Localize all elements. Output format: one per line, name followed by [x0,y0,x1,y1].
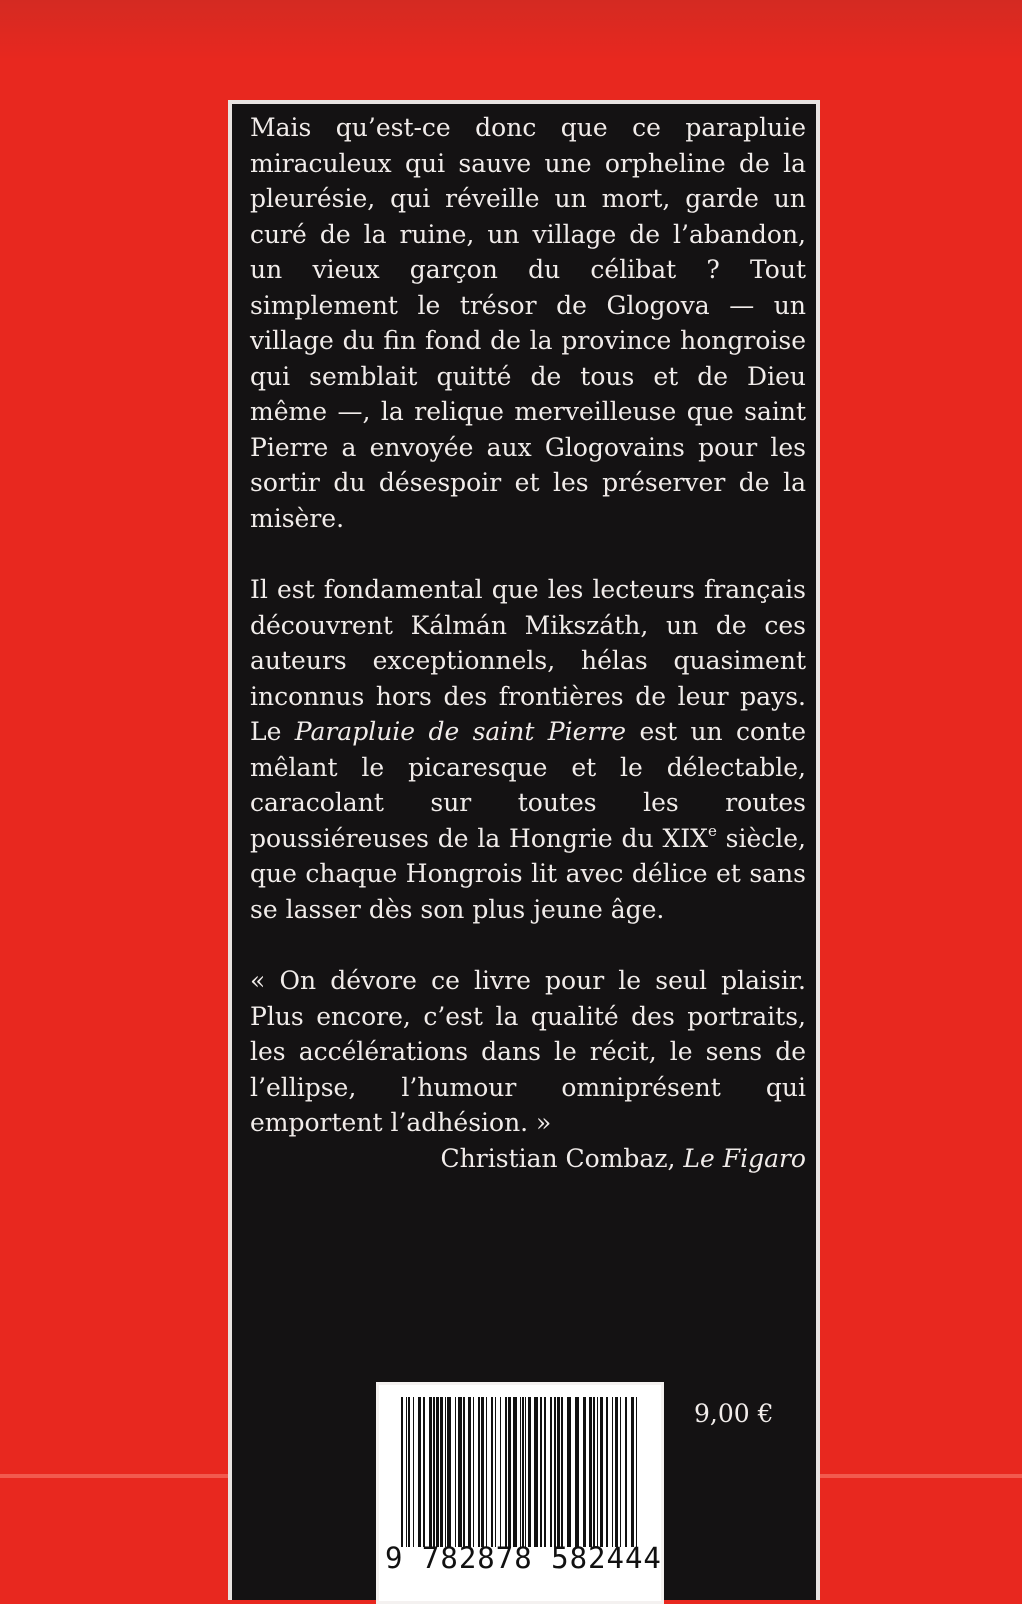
barcode-bar [612,1397,613,1547]
book-title: Parapluie de saint Pierre [294,717,627,746]
barcode-bar [567,1397,571,1547]
blurb-panel [228,100,820,1600]
barcode-bars [401,1397,641,1547]
blurb-paragraph-2-end: siècle, que chaque Hongrois lit avec délice et sans se lasser dès son plus jeune âge. [250,823,806,924]
barcode-bar [495,1397,496,1547]
barcode-bar [522,1397,524,1547]
barcode-bar [481,1397,484,1547]
barcode-bar [557,1397,560,1547]
quote-attribution [250,1141,806,1177]
barcode-bar [575,1397,579,1547]
barcode-bar [486,1397,487,1547]
barcode-bar [455,1397,456,1547]
blurb-text [250,110,806,1176]
barcode-bar [478,1397,480,1547]
barcode-bar [413,1397,414,1547]
attribution-source: Le Figaro [683,1143,806,1173]
press-quote: « On dévore ce livre pour le seul plaisir. Plus encore, c’est la qualité des portraits, les accélérations dans le récit, le sens de l’ellipse, l’humour omniprésent qui emportent l’adhésion. » [250,966,806,1137]
barcode-bar [615,1397,618,1547]
barcode-bar [550,1397,552,1547]
price-label: 9,00 € [694,1399,774,1428]
barcode-bar [540,1397,542,1547]
barcode-bar [561,1397,563,1547]
barcode-bar [406,1397,407,1547]
barcode-bar [401,1397,403,1547]
barcode-bar [631,1397,634,1547]
barcode-bar [593,1397,595,1547]
blurb-paragraph-2 [250,572,806,927]
barcode-bar [500,1397,501,1547]
blurb-paragraph-2-start: Il est fondamental que les lecteurs français découvrent Kálmán Mikszáth, un de ces auteurs exceptionnels, hélas quasiment inconnus hors des frontières de leur pays. Le [250,575,806,746]
barcode-bar [554,1397,556,1547]
barcode-bar [589,1397,592,1547]
barcode-bar [583,1397,586,1547]
barcode-bar [473,1397,474,1547]
barcode-bar [433,1397,435,1547]
barcode-bar [491,1397,493,1547]
barcode-bar [636,1397,637,1547]
barcode-bar [520,1397,521,1547]
barcode-bar [600,1397,603,1547]
barcode-bar [447,1397,451,1547]
barcode-bar [620,1397,621,1547]
barcode [376,1382,664,1604]
barcode-bar [597,1397,598,1547]
cover-shadow [0,0,1022,60]
barcode-bar [534,1397,538,1547]
barcode-bar [440,1397,443,1547]
century-superscript: e [707,821,717,840]
isbn-number: 9 782878 582444 [385,1541,662,1575]
barcode-bar [606,1397,608,1547]
barcode-bar [436,1397,439,1547]
barcode-bar [525,1397,526,1547]
barcode-bar [445,1397,446,1547]
barcode-bar [528,1397,531,1547]
barcode-bar [429,1397,432,1547]
barcode-bar [408,1397,410,1547]
barcode-bar [544,1397,546,1547]
attribution-name: Christian Combaz, [440,1143,684,1173]
barcode-bar [468,1397,471,1547]
barcode-bar [513,1397,517,1547]
barcode-bar [505,1397,507,1547]
barcode-bar [463,1397,465,1547]
blurb-paragraph-2-middle: est un conte mêlant le picaresque et le délectable, caracolant sur toutes les routes poussiéreuses de la Hongrie du XIX [250,717,806,853]
blurb-paragraph-1: Mais qu’est-ce donc que ce parapluie miraculeux qui sauve une orpheline de la pleurésie, qui réveille un mort, garde un curé de la ruine, un village de l’abandon, un vieux garçon du célibat ? Tout simplement le trésor de Glogova — un village du fin fond de la province hongroise qui semblait quitté de tous et de Dieu même —, la relique merveilleuse que saint Pierre a envoyée aux Glogovains pour les sortir du désespoir et les préserver de la misère. [250,113,806,533]
barcode-bar [423,1397,425,1547]
barcode-bar [508,1397,511,1547]
barcode-bar [625,1397,627,1547]
barcode-bar [418,1397,421,1547]
barcode-bar [458,1397,462,1547]
